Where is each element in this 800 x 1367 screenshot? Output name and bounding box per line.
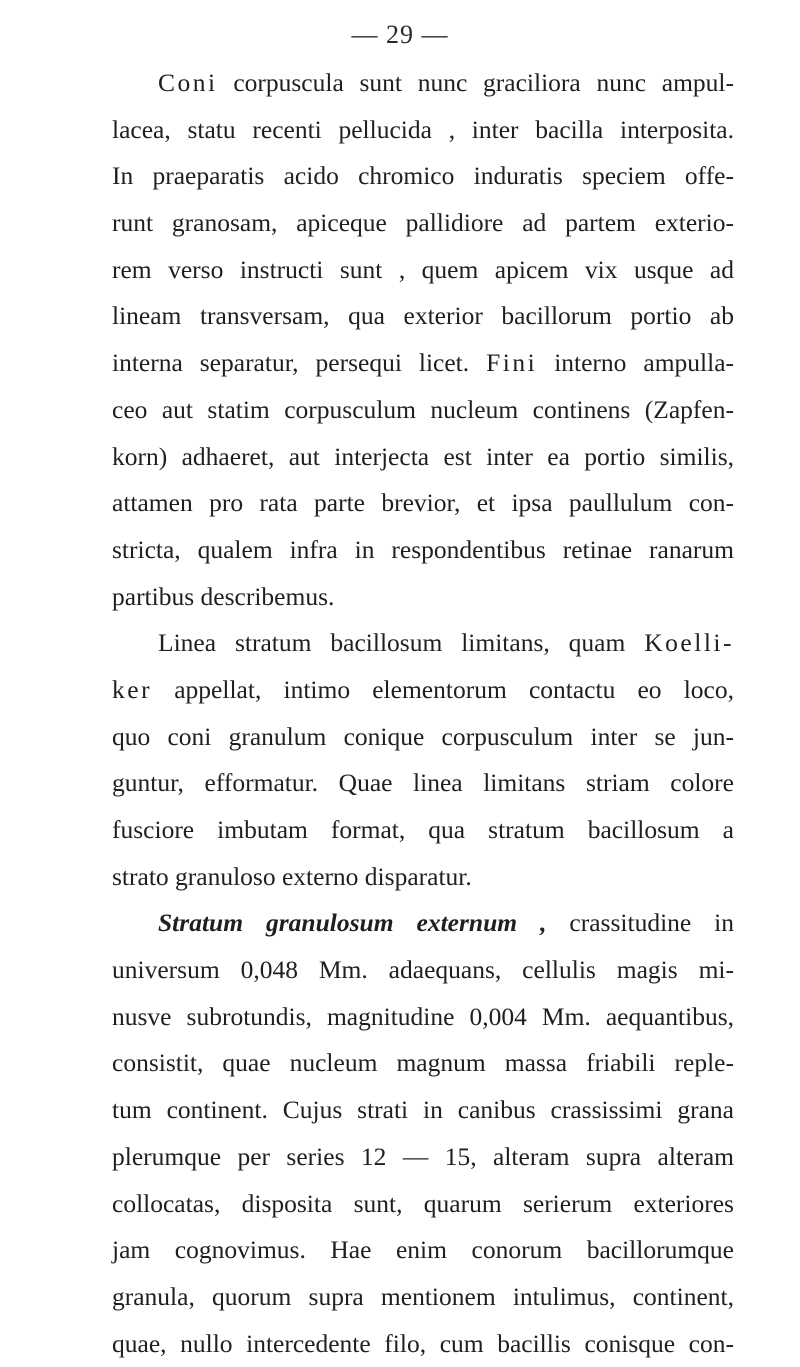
author-name-koelliker: Koelli- — [644, 628, 734, 658]
author-name-coni: Coni — [158, 68, 218, 97]
text-line: partibus describemus. — [112, 581, 335, 611]
text-line: granula, quorum supra mentionem intulimus, continent, — [112, 1281, 734, 1311]
page-number: — 29 — — [351, 20, 449, 49]
text-line: quo coni granulum conique corpusculum inter se jun- — [112, 721, 734, 751]
body-text — [112, 60, 734, 1367]
text-line: tum continent. Cujus strati in canibus crassissimi grana — [112, 1095, 734, 1125]
text-line: fusciore imbutam format, qua stratum bacillosum a — [112, 815, 734, 844]
text-line: Linea stratum bacillosum limitans, quam Koelli- — [158, 628, 734, 658]
text-line: consistit, quae nucleum magnum massa friabili reple- — [112, 1048, 734, 1078]
text-line: rem verso instructi sunt , quem apicem vix usque ad — [112, 254, 734, 284]
text-line: In praeparatis acido chromico induratis speciem offe- — [112, 161, 734, 191]
text-line: stricta, qualem infra in respondentibus retinae ranarum — [112, 534, 734, 564]
text-line: universum 0,048 Mm. adaequans, cellulis magis mi- — [112, 955, 734, 985]
text-line: lacea, statu recenti pellucida , inter bacilla interposita. — [112, 114, 734, 144]
text-line: korn) adhaeret, aut interjecta est inter ea portio similis, — [112, 441, 734, 471]
author-name-fini: Fini — [486, 348, 538, 378]
text-line: quae, nullo intercedente filo, cum bacillis conisque con- — [112, 1328, 734, 1358]
author-name-koelliker-cont: ker — [112, 674, 153, 704]
text-line: nusve subrotundis, magnitudine 0,004 Mm. aequantibus, — [112, 1001, 734, 1031]
text-line: lineam transversam, qua exterior bacillorum portio ab — [112, 301, 734, 331]
text-line: jam cognovimus. Hae enim conorum bacillorumque — [112, 1235, 734, 1265]
text-line: Stratum granulosum externum , crassitudine in — [158, 908, 735, 938]
text-line: Coni corpuscula sunt nunc graciliora nunc ampul- — [158, 68, 734, 97]
text-line: plerumque per series 12 — 15, alteram supra alteram — [112, 1141, 734, 1171]
text-line: interna separatur, persequi licet. Fini interno ampulla- — [112, 348, 735, 378]
text-line: attamen pro rata parte brevior, et ipsa paullulum con- — [112, 488, 734, 518]
text-line: ceo aut statim corpusculum nucleum continens (Zapfen- — [112, 394, 734, 424]
text-line: ker appellat, intimo elementorum contactu eo loco, — [112, 674, 734, 704]
text-line: strato granuloso externo disparatur. — [112, 861, 472, 891]
text-line: collocatas, disposita sunt, quarum serierum exteriores — [112, 1188, 734, 1218]
text-line: guntur, efformatur. Quae linea limitans striam colore — [112, 768, 734, 798]
section-term: Stratum granulosum externum , — [158, 908, 547, 938]
text-line: runt granosam, apiceque pallidiore ad partem exterio- — [112, 208, 734, 238]
